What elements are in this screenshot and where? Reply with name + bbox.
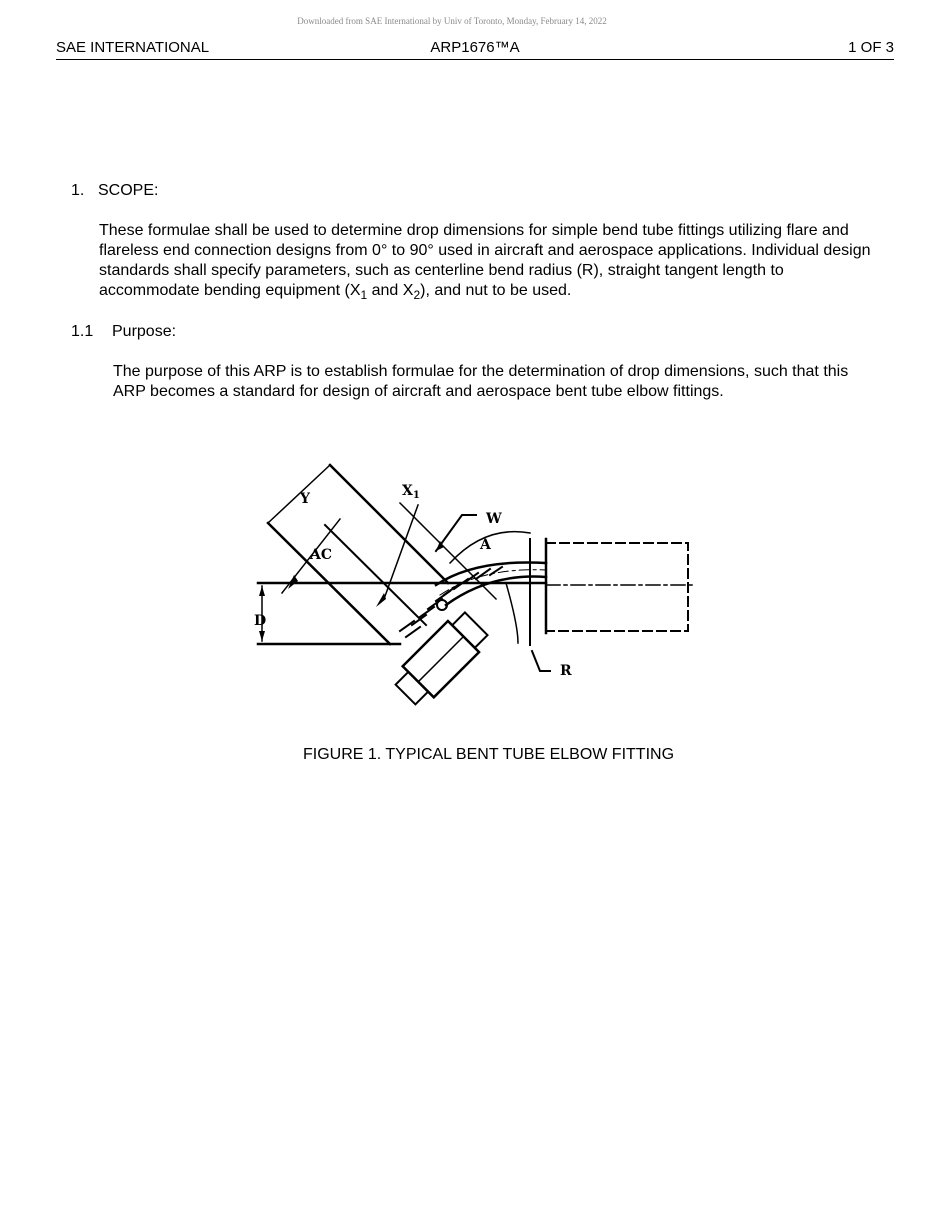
r-leader [532,651,550,671]
figure-caption: FIGURE 1. TYPICAL BENT TUBE ELBOW FITTING [302,746,675,763]
bent-tube-drawing [250,455,700,710]
section-1-number: 1. [71,182,85,199]
bent-tube-figure [250,455,700,710]
r-arc [506,583,518,643]
header-organization: SAE INTERNATIONAL [56,39,210,56]
dashed-fitting-outline [546,543,688,631]
section-1-1-title: Purpose: [112,323,177,340]
section-1-heading [71,181,158,201]
diag-line-1 [330,465,448,583]
label-y: Y [300,491,310,507]
page-header [56,38,894,60]
diag-line-3 [325,525,426,625]
label-w: W [486,511,502,527]
scope-text-c: ), and nut to be used. [420,282,572,299]
header-document-id: ARP1676™A [430,39,520,56]
scope-text-a: These formulae shall be used to determine drop dimensions for simple bend tube fittings utilizing flare and flareless end connection designs from 0° to 90° used in aircraft and aerospace applications. Individual design standards shall specify parameters, such as centerline bend radius (R), straight tangent length to accommodate bending equipment (X [99,222,871,299]
scope-text-b: and X [367,282,414,299]
dim-x1-line [384,505,418,599]
label-d: D [254,613,267,629]
scope-sub-1: 1 [360,288,368,303]
label-x1: $X_1$ [402,483,420,501]
download-note: Downloaded from SAE International by Univ of Toronto, Monday, February 14, 2022 [297,16,607,26]
dim-y-line [268,465,330,523]
nut-shape [390,608,492,710]
section-1-1-heading [71,322,176,342]
scope-paragraph [99,221,879,301]
purpose-paragraph: The purpose of this ARP is to establish formulae for the determination of drop dimensions, such that this ARP becomes a standard for design of aircraft and aerospace bent tube elbow fittings. [113,363,849,400]
label-a: A [480,537,491,553]
header-page-number: 1 OF 3 [848,39,894,56]
label-ac: AC [310,547,333,563]
section-1-title: SCOPE: [98,182,159,199]
section-1-1-number: 1.1 [71,323,94,340]
scope-sub-2: 2 [413,288,421,303]
label-r: R [560,663,572,679]
